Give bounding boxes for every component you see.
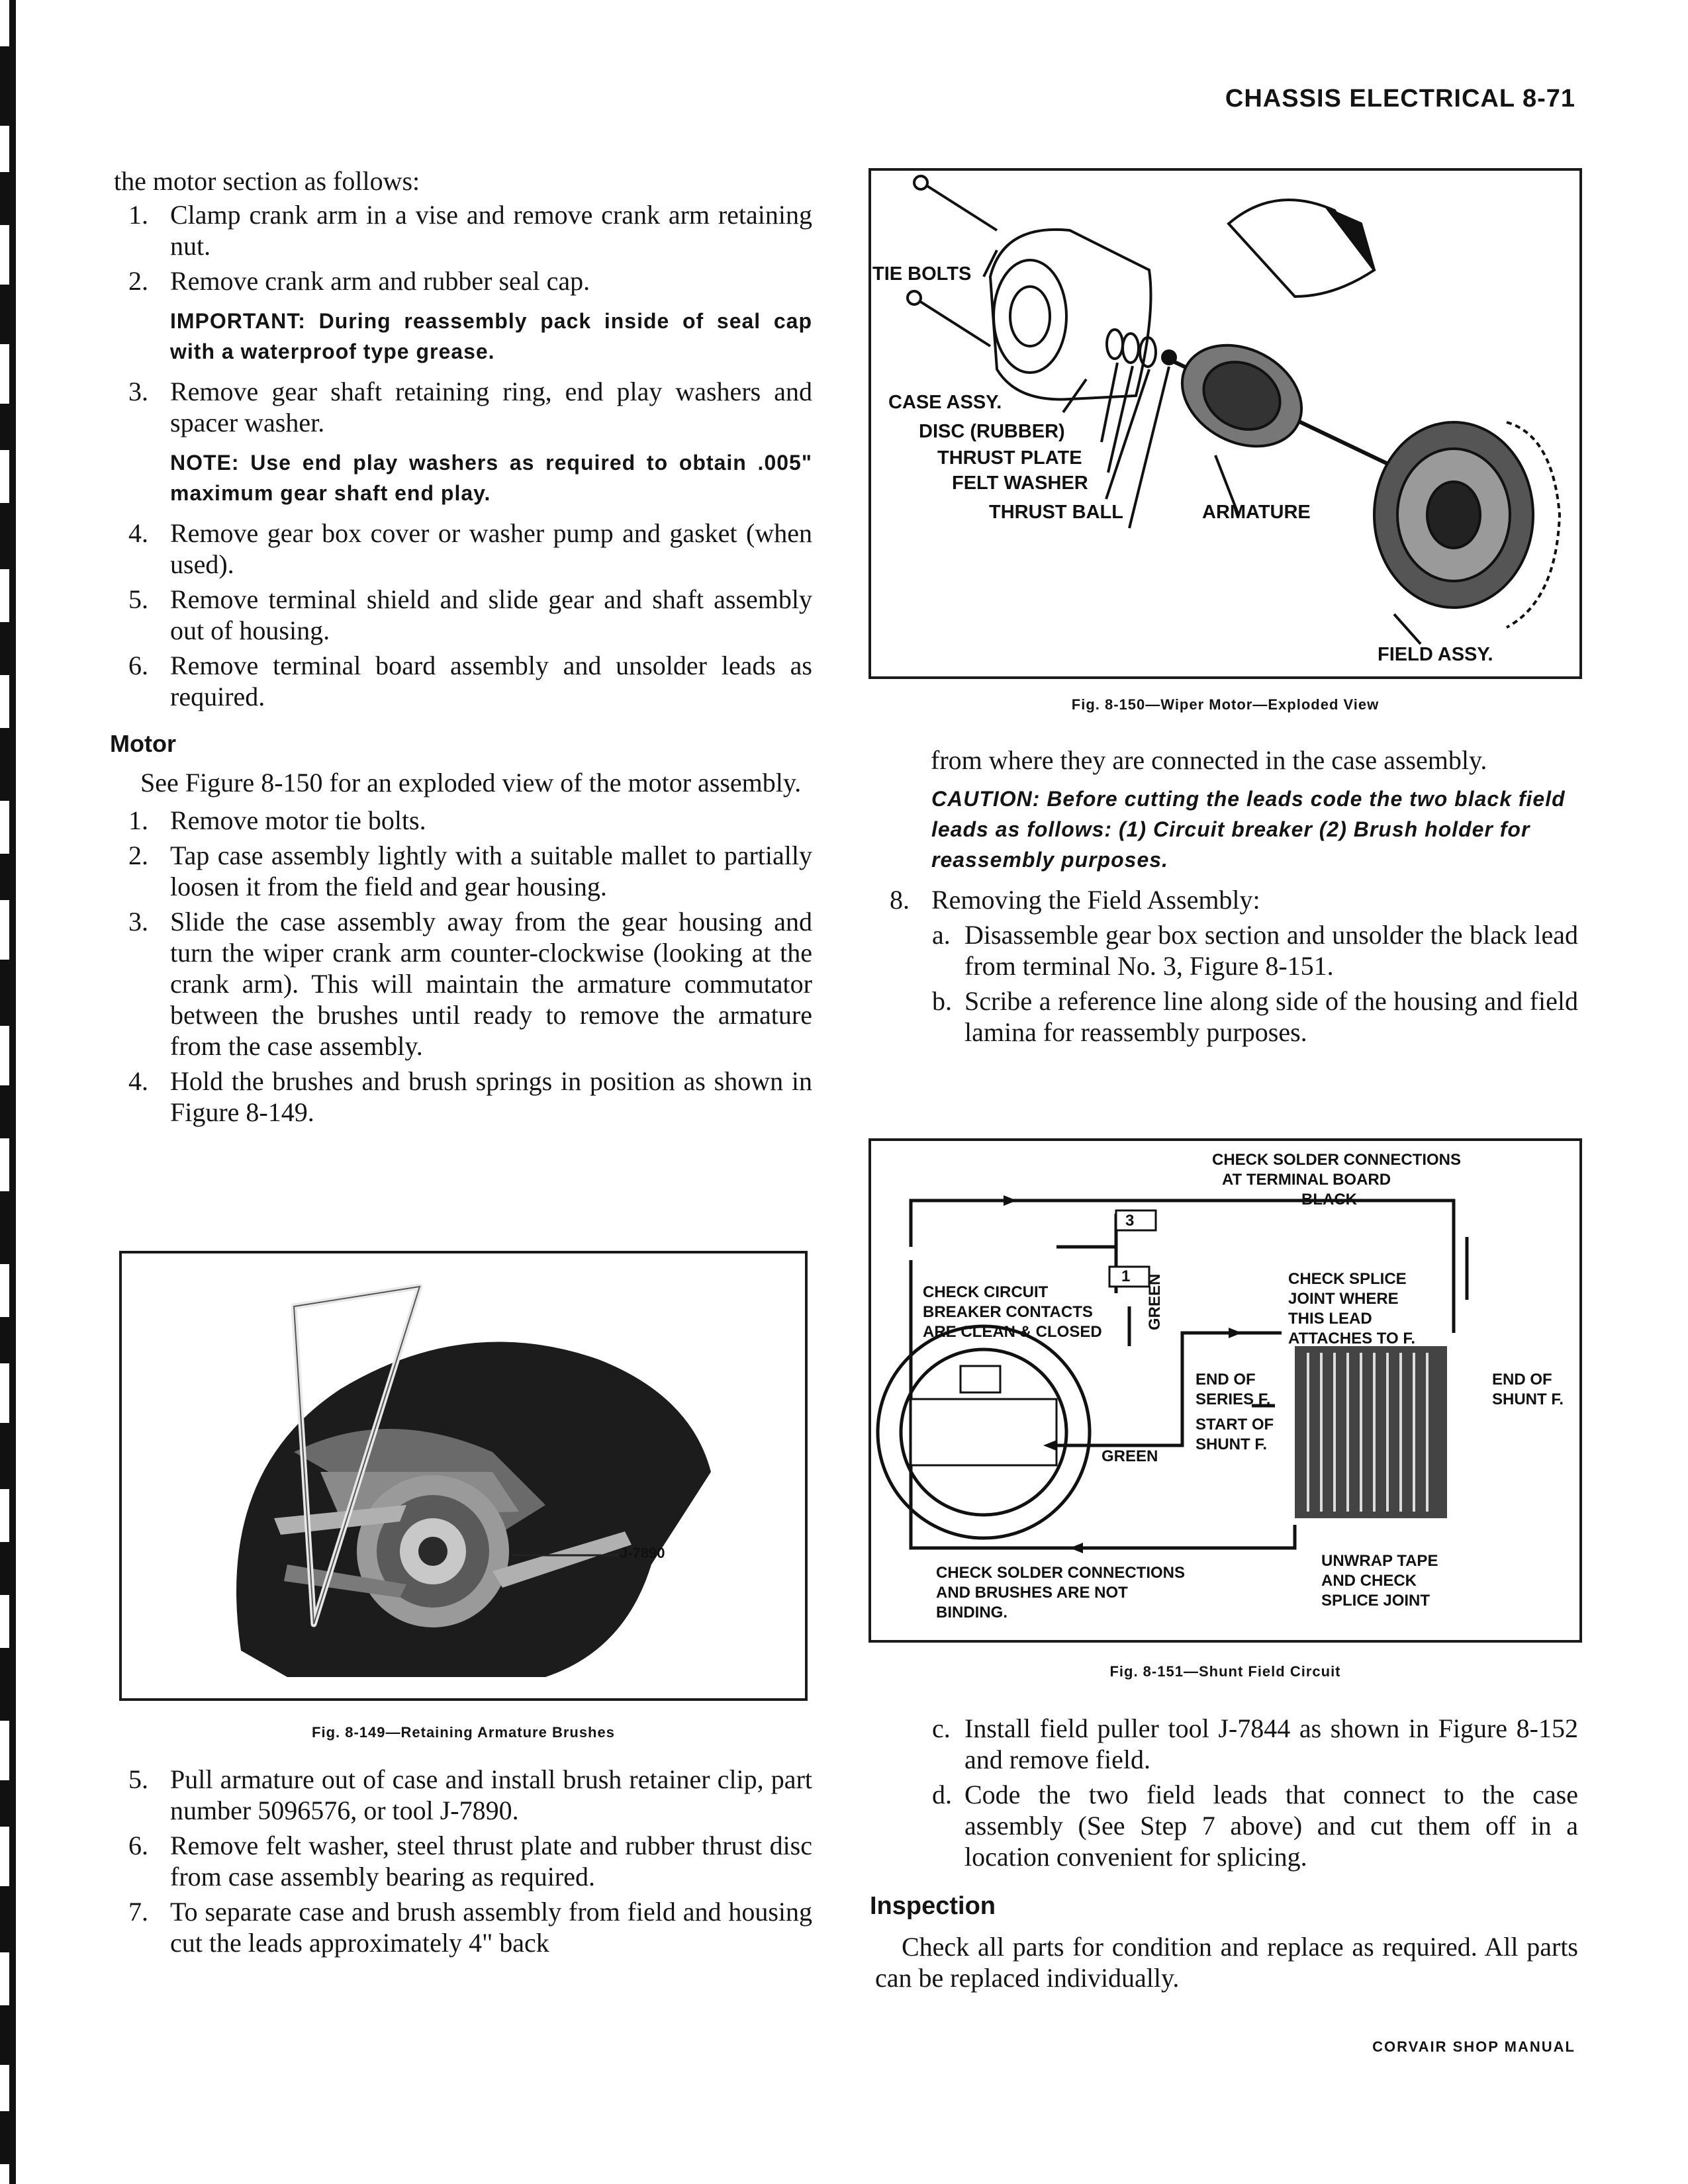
header-section: CHASSIS ELECTRICAL: [1225, 85, 1515, 113]
step-number: 8.: [890, 885, 910, 915]
list-item: [875, 1779, 1578, 1872]
label-green: GREEN: [1102, 1447, 1158, 1465]
step-number: 6.: [128, 1831, 148, 1860]
label-solder-brushes-3: BINDING.: [936, 1604, 1008, 1621]
step-number: 3.: [128, 907, 148, 936]
label-end-series-1: END OF: [1196, 1371, 1256, 1388]
step-text: Tap case assembly lightly with a suitable mallet to partially loosen it from the field and gear housing.: [170, 841, 812, 901]
step-text: Pull armature out of case and install brush retainer clip, part number 5096576, or tool J-7890.: [170, 1764, 812, 1825]
tool-label: J-7890: [620, 1545, 665, 1561]
step-number: 2.: [128, 266, 148, 296]
substep-letter: c.: [932, 1713, 951, 1743]
list-item: [875, 884, 1578, 915]
list-item: [114, 518, 812, 580]
brush-retainer-photo: [122, 1253, 810, 1704]
inspection-text: Check all parts for condition and replace as required. All parts can be replaced individually.: [875, 1932, 1578, 1993]
left-column: [110, 165, 812, 1132]
list-item: [114, 199, 812, 261]
step-number: 6.: [128, 651, 148, 680]
right-column: [875, 745, 1578, 1052]
substep-text: Code the two field leads that connect to the case assembly (See Step 7 above) and cut them off in a location convenient for splicing.: [964, 1780, 1578, 1872]
substep-letter: b.: [932, 986, 952, 1016]
label-unwrap-2: AND CHECK: [1321, 1572, 1417, 1590]
inspection-heading: Inspection: [870, 1892, 996, 1920]
substep-text: Scribe a reference line along side of the housing and field lamina for reassembly purposes.: [964, 986, 1578, 1047]
step-number: 1.: [128, 200, 148, 230]
list-item: [114, 376, 812, 438]
step-number: 5.: [128, 584, 148, 614]
list-item: [114, 1830, 812, 1892]
caution-note: CAUTION: Before cutting the leads code the two black field leads as follows: (1) Circuit breaker (2) Brush holder for reassembly purposes.: [931, 787, 1566, 872]
label-solder-brushes-2: AND BRUSHES ARE NOT: [936, 1584, 1128, 1602]
header-page-number: 8-71: [1522, 85, 1575, 113]
label-circuit-breaker-1: CHECK CIRCUIT: [923, 1283, 1049, 1301]
inspection-section: [870, 1891, 1578, 2000]
step-text: Remove felt washer, steel thrust plate and rubber thrust disc from case assembly bearing as required.: [170, 1831, 812, 1891]
label-splice-joint-1: CHECK SPLICE: [1288, 1270, 1407, 1288]
list-item: [114, 265, 812, 296]
list-item: [114, 1066, 812, 1128]
figure-caption-8-151: Fig. 8-151—Shunt Field Circuit: [1109, 1663, 1341, 1680]
list-item: [114, 650, 812, 712]
important-note: IMPORTANT: During reassembly pack inside of seal cap with a waterproof type grease.: [170, 309, 812, 363]
right-column-lower: [875, 1713, 1578, 1876]
label-end-series-2: SERIES F.: [1196, 1390, 1271, 1408]
motor-heading: Motor: [110, 730, 176, 757]
step-text: Remove terminal shield and slide gear and shaft assembly out of housing.: [170, 584, 812, 645]
label-solder-terminal-2: AT TERMINAL BOARD: [1222, 1171, 1391, 1189]
label-splice-joint-3: THIS LEAD: [1288, 1310, 1372, 1328]
substep-text: Install field puller tool J-7844 as shown in Figure 8-152 and remove field.: [964, 1713, 1578, 1774]
list-item: [875, 919, 1578, 981]
label-felt-washer: FELT WASHER: [952, 473, 1088, 494]
list-item: [875, 1713, 1578, 1775]
label-thrust-plate: THRUST PLATE: [937, 447, 1082, 469]
end-play-note: NOTE: Use end play washers as required to obtain .005" maximum gear shaft end play.: [170, 451, 812, 505]
label-circuit-breaker-3: ARE CLEAN & CLOSED: [923, 1323, 1102, 1341]
step-number: 5.: [128, 1764, 148, 1794]
label-unwrap-3: SPLICE JOINT: [1321, 1592, 1430, 1610]
step-text: Hold the brushes and brush springs in position as shown in Figure 8-149.: [170, 1066, 812, 1127]
step-number: 1.: [128, 805, 148, 835]
list-item: [114, 1764, 812, 1826]
label-end-shunt-1: END OF: [1492, 1371, 1552, 1388]
label-solder-brushes-1: CHECK SOLDER CONNECTIONS: [936, 1564, 1186, 1582]
substep-letter: d.: [932, 1780, 952, 1809]
label-thrust-ball: THRUST BALL: [989, 502, 1123, 523]
label-tie-bolts: TIE BOLTS: [872, 263, 972, 285]
motor-intro: See Figure 8-150 for an exploded view of the motor assembly.: [140, 768, 802, 797]
step-text: Clamp crank arm in a vise and remove crank arm retaining nut.: [170, 200, 812, 261]
left-column-lower: [114, 1764, 812, 1962]
label-field-assy: FIELD ASSY.: [1378, 644, 1493, 665]
footer-manual-title: CORVAIR SHOP MANUAL: [1372, 2038, 1575, 2055]
step-text: Remove terminal board assembly and unsolder leads as required.: [170, 651, 812, 711]
list-item: [114, 1896, 812, 1958]
step-number: 4.: [128, 518, 148, 548]
label-unwrap-1: UNWRAP TAPE: [1321, 1552, 1438, 1570]
running-header: [1225, 85, 1575, 113]
figure-8-151: [868, 1138, 1582, 1643]
label-splice-joint-4: ATTACHES TO F.: [1288, 1330, 1415, 1347]
figure-8-150: [868, 168, 1582, 679]
step-number: 4.: [128, 1066, 148, 1096]
step-text: Remove motor tie bolts.: [170, 805, 426, 835]
label-circuit-breaker-2: BREAKER CONTACTS: [923, 1303, 1093, 1321]
list-item: [875, 985, 1578, 1048]
label-disc-rubber: DISC (RUBBER): [919, 421, 1065, 442]
step-number: 7.: [128, 1897, 148, 1927]
label-solder-terminal-1: CHECK SOLDER CONNECTIONS: [1212, 1151, 1462, 1169]
label-splice-joint-2: JOINT WHERE: [1288, 1290, 1399, 1308]
label-green-vertical: GREEN: [1146, 1273, 1164, 1330]
label-end-shunt-2: SHUNT F.: [1492, 1390, 1564, 1408]
step-number: 2.: [128, 841, 148, 870]
continuation-text: from where they are connected in the case assembly.: [931, 745, 1487, 775]
figure-8-149: [119, 1251, 808, 1701]
figure-caption-8-149: Fig. 8-149—Retaining Armature Brushes: [312, 1724, 615, 1741]
step-text: Slide the case assembly away from the gear housing and turn the wiper crank arm counter-clockwise (looking at the crank arm). This will maintain the armature commutator between the brushes until ready to remove the armature from the case assembly.: [170, 907, 812, 1061]
figure-caption-8-150: Fig. 8-150—Wiper Motor—Exploded View: [1071, 696, 1380, 713]
list-item: [114, 906, 812, 1062]
step-text: Removing the Field Assembly:: [931, 885, 1260, 915]
label-case-assy: CASE ASSY.: [888, 392, 1002, 413]
substep-letter: a.: [932, 920, 951, 950]
step-text: Remove crank arm and rubber seal cap.: [170, 266, 590, 296]
binding-edge: [0, 0, 40, 2184]
intro-line: the motor section as follows:: [114, 166, 420, 196]
step-text: Remove gear box cover or washer pump and gasket (when used).: [170, 518, 812, 579]
label-black-lead: BLACK: [1301, 1191, 1357, 1208]
list-item: [114, 840, 812, 902]
substep-text: Disassemble gear box section and unsolder the black lead from terminal No. 3, Figure 8-151.: [964, 920, 1578, 981]
label-armature: ARMATURE: [1202, 502, 1311, 523]
label-terminal-3: 3: [1125, 1212, 1135, 1230]
list-item: [114, 805, 812, 836]
list-item: [114, 584, 812, 646]
label-start-shunt-1: START OF: [1196, 1416, 1274, 1433]
step-text: Remove gear shaft retaining ring, end play washers and spacer washer.: [170, 377, 812, 437]
step-text: To separate case and brush assembly from field and housing cut the leads approximately 4" back: [170, 1897, 812, 1958]
step-number: 3.: [128, 377, 148, 406]
label-terminal-1: 1: [1121, 1267, 1131, 1285]
label-start-shunt-2: SHUNT F.: [1196, 1435, 1267, 1453]
